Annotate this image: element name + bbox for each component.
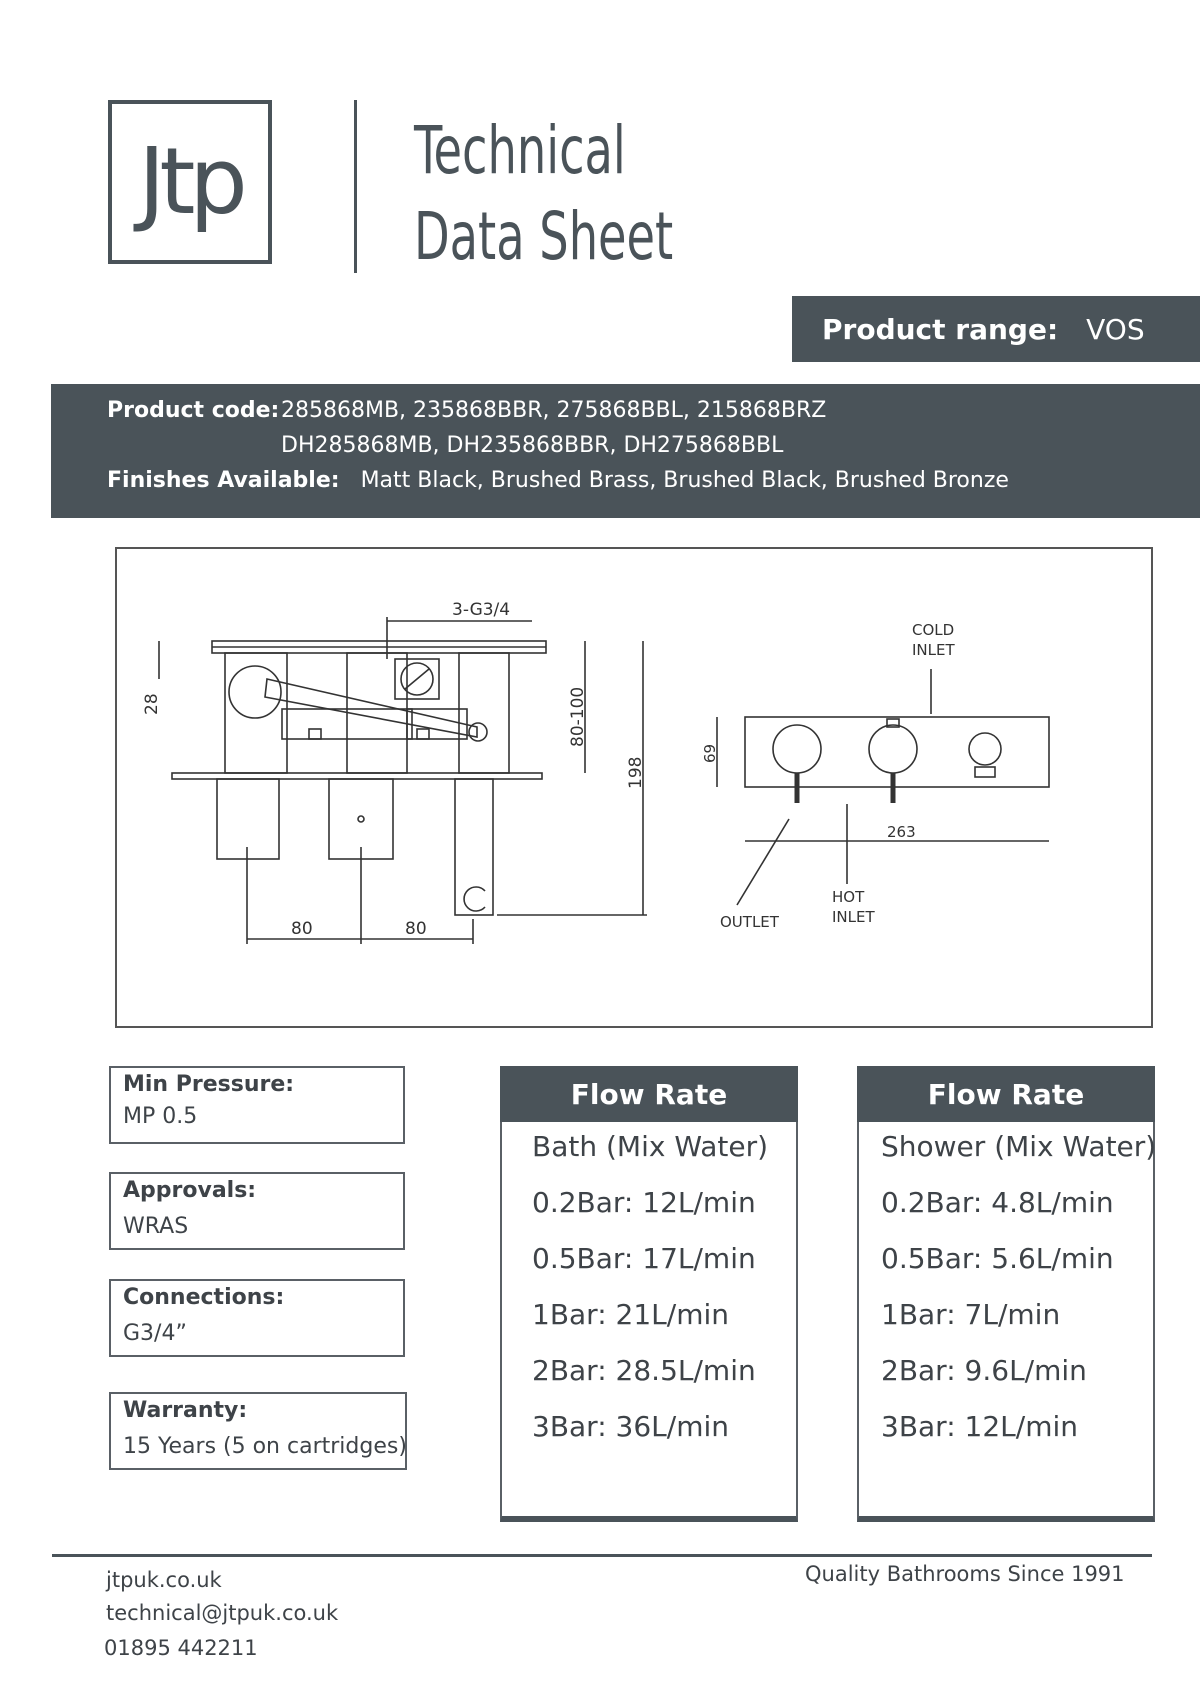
cold-inlet-label-1: COLD	[912, 621, 955, 639]
diverter-slot	[405, 669, 429, 689]
footer-divider	[52, 1554, 1152, 1557]
outlet-label: OUTLET	[720, 913, 779, 931]
dim-263-label: 263	[887, 823, 916, 841]
thread-label: 3-G3/4	[452, 600, 511, 620]
hot-inlet-label-2: INLET	[832, 908, 875, 926]
product-code-row	[107, 398, 827, 423]
footer-phone: 01895 442211	[104, 1636, 258, 1660]
finishes-label: Finishes Available:	[107, 468, 340, 493]
shower-outlet	[455, 779, 493, 915]
flow-rate-bath-subtitle: Bath (Mix Water)	[532, 1130, 769, 1163]
front-diverter	[969, 733, 1001, 765]
outlet-body-left	[217, 779, 279, 859]
handle-lever	[265, 679, 477, 737]
product-range-label: Product range:	[822, 312, 1059, 346]
warranty-value: 15 Years (5 on cartridges)	[123, 1434, 407, 1459]
dim-198-label: 198	[626, 756, 646, 789]
flow-rate-shower-heading: Flow Rate	[857, 1066, 1155, 1122]
approvals-box	[109, 1172, 405, 1250]
product-range-bar	[792, 296, 1200, 362]
valve-body-middle	[347, 653, 407, 773]
flow-rate-bath-row: 0.5Bar: 17L/min	[532, 1242, 756, 1275]
min-pressure-title: Min Pressure:	[123, 1072, 295, 1097]
front-knob-left	[773, 725, 821, 773]
body-mark	[358, 816, 364, 822]
flow-rate-bath-row: 2Bar: 28.5L/min	[532, 1354, 756, 1387]
finishes-row	[107, 468, 1009, 493]
dim-80a-label: 80	[291, 919, 313, 939]
brand-logo: Jtp	[138, 128, 242, 235]
flow-rate-shower-row: 0.5Bar: 5.6L/min	[881, 1242, 1114, 1275]
flow-rate-shower-row: 2Bar: 9.6L/min	[881, 1354, 1087, 1387]
valve-body-left	[225, 653, 287, 773]
connections-box	[109, 1279, 405, 1357]
flow-rate-bath-heading: Flow Rate	[500, 1066, 798, 1122]
min-pressure-value: MP 0.5	[123, 1104, 198, 1129]
product-code-line2: DH285868MB, DH235868BBR, DH275868BBL	[281, 433, 784, 458]
warranty-box	[109, 1392, 407, 1470]
flow-rate-bath-table	[500, 1066, 798, 1522]
product-code-band	[51, 384, 1200, 518]
wall-line	[172, 773, 542, 779]
finishes-value: Matt Black, Brushed Brass, Brushed Black, Brushed Bronze	[360, 468, 1009, 493]
connections-value: G3/4”	[123, 1321, 187, 1346]
outlet-callout-line	[737, 819, 789, 905]
flow-rate-shower-table	[857, 1066, 1155, 1522]
hose-hook	[464, 887, 485, 911]
flow-rate-shower-row: 1Bar: 7L/min	[881, 1298, 1061, 1331]
footer-website-link[interactable]: jtpuk.co.uk	[106, 1568, 222, 1592]
approvals-title: Approvals:	[123, 1178, 257, 1203]
drawing-svg	[117, 549, 1155, 1030]
dim-80-100-label: 80-100	[568, 686, 588, 747]
product-range-value: VOS	[1086, 312, 1145, 346]
technical-drawing	[115, 547, 1153, 1028]
front-diverter-base	[975, 767, 995, 777]
flow-rate-shower-subtitle: Shower (Mix Water)	[881, 1130, 1157, 1163]
product-code-line1: 285868MB, 235868BBR, 275868BBL, 215868BRZ	[281, 398, 827, 423]
approvals-value: WRAS	[123, 1214, 189, 1239]
flow-rate-shower-row: 0.2Bar: 4.8L/min	[881, 1186, 1114, 1219]
dim-28-label: 28	[142, 693, 162, 715]
bolt-left	[309, 729, 321, 739]
flow-rate-shower-row: 3Bar: 12L/min	[881, 1410, 1078, 1443]
flow-rate-bath-row: 1Bar: 21L/min	[532, 1298, 729, 1331]
dim-69-label: 69	[701, 743, 719, 763]
sheet-title-line1: Technical	[414, 112, 626, 189]
connections-title: Connections:	[123, 1285, 285, 1310]
handle-knob	[229, 666, 281, 718]
bolt-right	[417, 729, 429, 739]
lever-end	[469, 723, 487, 741]
footer-tagline: Quality Bathrooms Since 1991	[805, 1562, 1125, 1586]
flow-rate-bath-row: 3Bar: 36L/min	[532, 1410, 729, 1443]
min-pressure-box	[109, 1066, 405, 1144]
footer-email-link[interactable]: technical@jtpuk.co.uk	[106, 1601, 339, 1625]
sheet-title	[414, 108, 673, 280]
sheet-title-line2: Data Sheet	[414, 198, 674, 275]
flow-rate-bath-row: 0.2Bar: 12L/min	[532, 1186, 756, 1219]
front-knob-middle	[869, 725, 917, 773]
cold-inlet-label-2: INLET	[912, 641, 955, 659]
header-divider	[354, 100, 357, 273]
warranty-title: Warranty:	[123, 1398, 248, 1423]
hot-inlet-label-1: HOT	[832, 888, 865, 906]
dim-80b-label: 80	[405, 919, 427, 939]
product-code-label: Product code:	[107, 398, 280, 423]
